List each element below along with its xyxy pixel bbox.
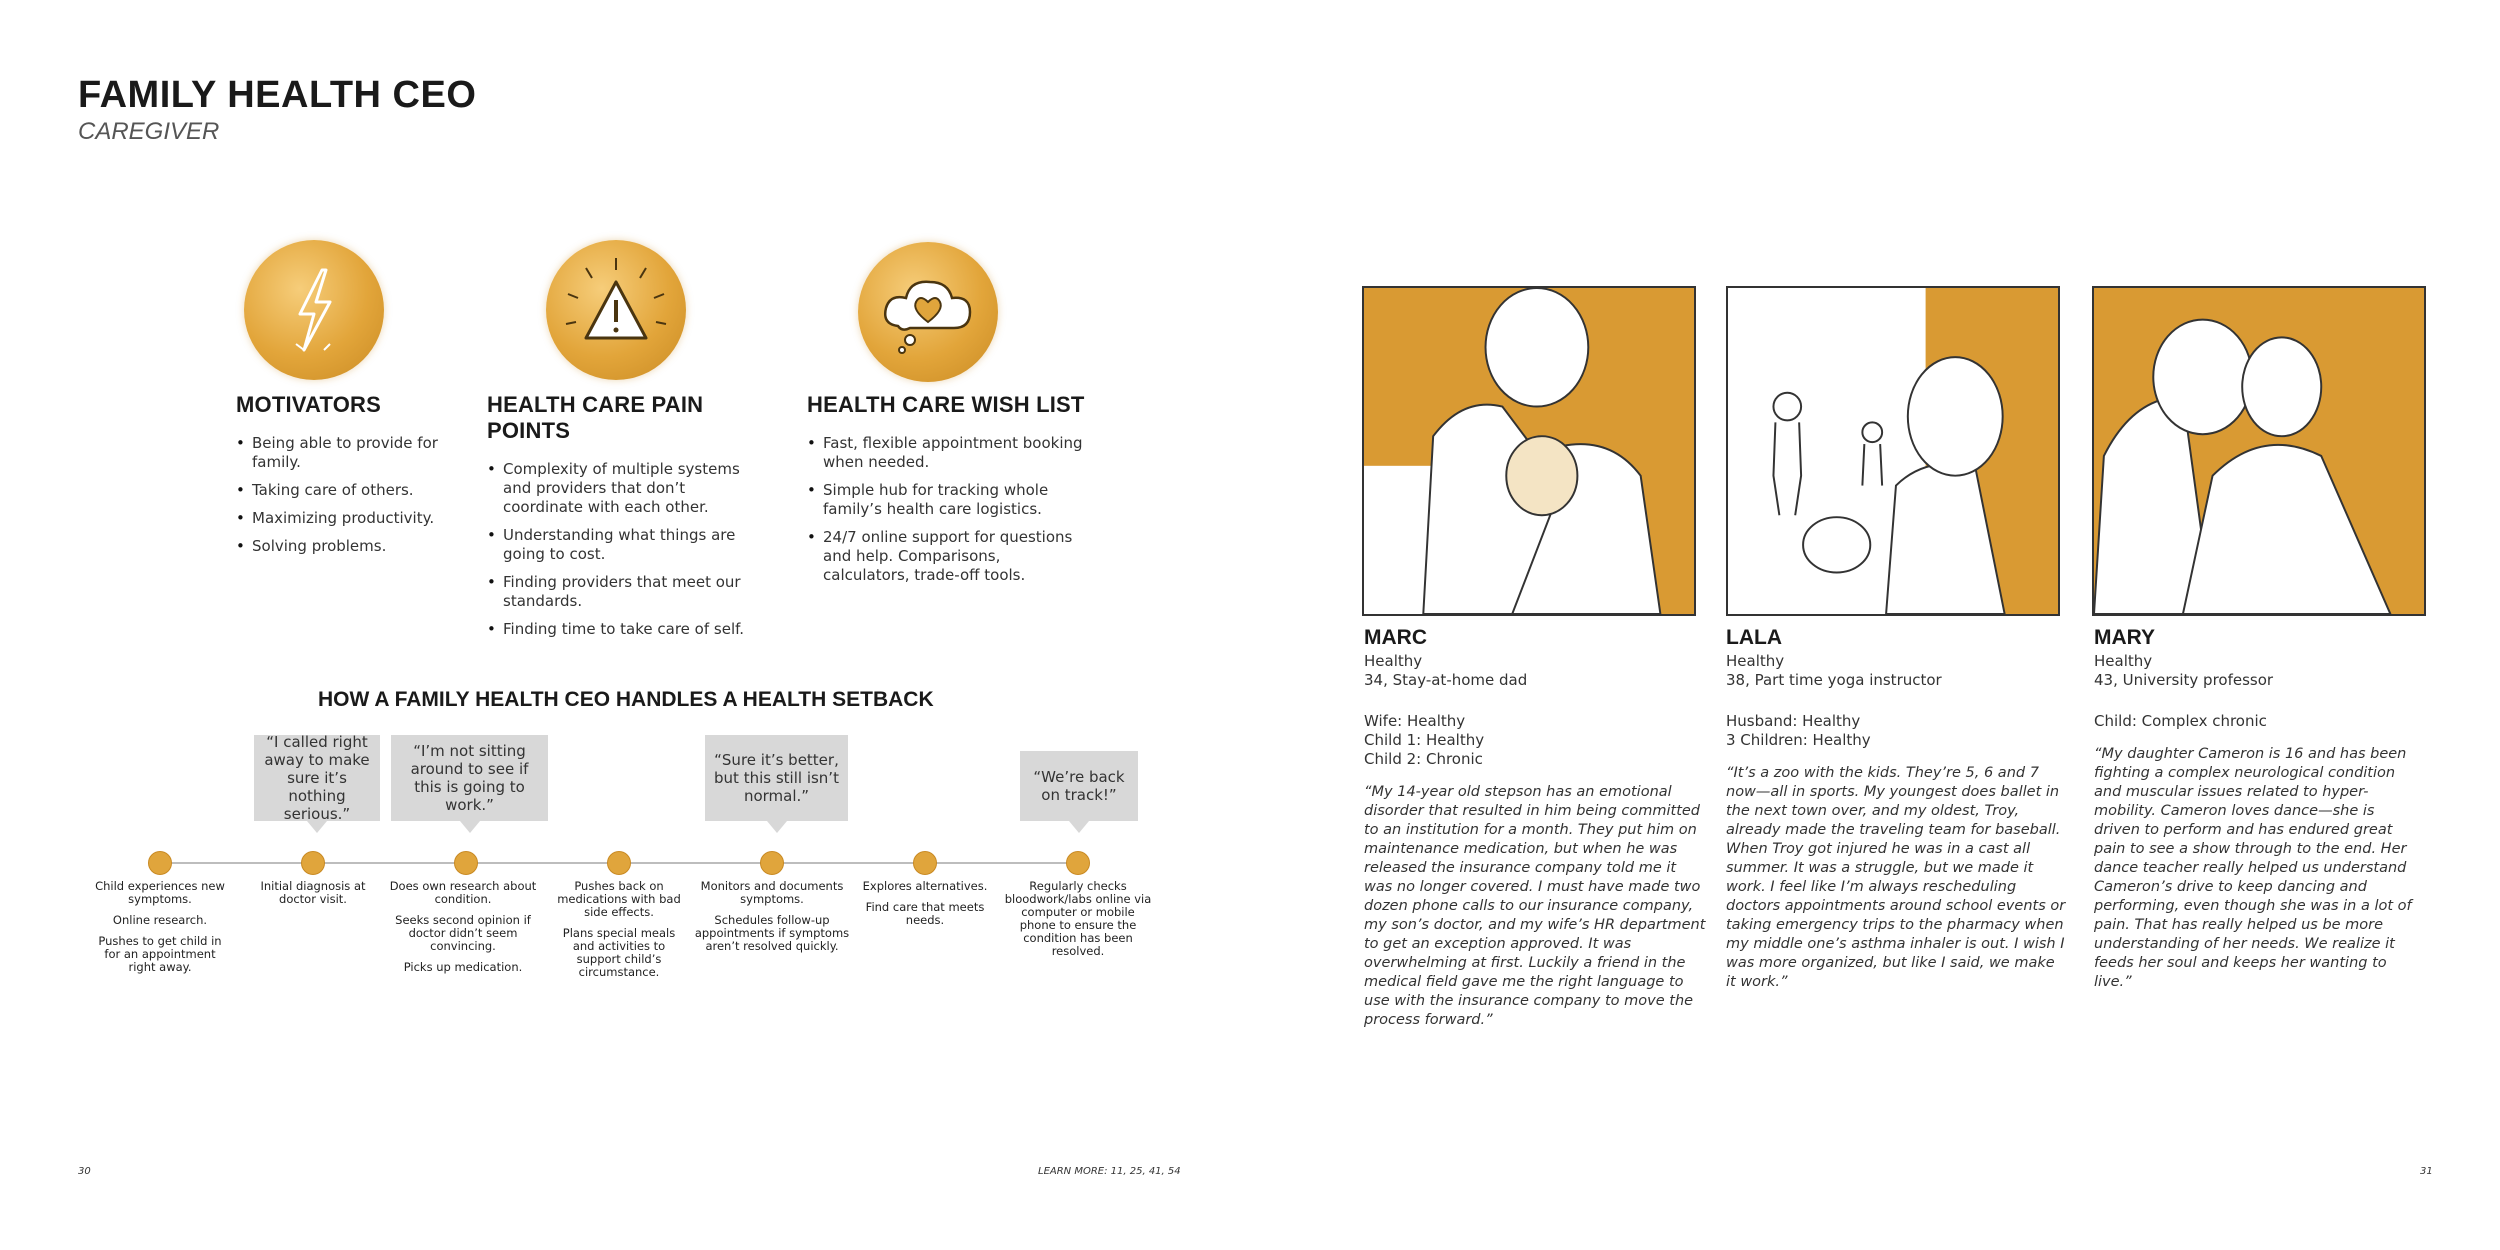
mary-illustration <box>2092 286 2426 616</box>
list-item: • Finding time to take care of self. <box>487 620 767 639</box>
timeline-dot <box>607 851 631 875</box>
step-text: Does own research about condition. <box>389 879 537 906</box>
family-member: Child 1: Healthy <box>1364 731 1485 749</box>
bullet-list <box>487 460 767 639</box>
list-item: • Maximizing productivity. <box>236 509 476 528</box>
step-text: Regularly checks bloodwork/labs online via computer or mobile phone to ensure the condition has been resolved. <box>1004 879 1152 958</box>
list-item: • Understanding what things are going to cost. <box>487 526 767 564</box>
timeline-dot <box>913 851 937 875</box>
persona-status: Healthy <box>2094 652 2153 670</box>
lightning-icon <box>244 240 384 380</box>
step-text: Schedules follow-up appointments if symptoms aren’t resolved quickly. <box>694 913 850 953</box>
timeline-dot <box>301 851 325 875</box>
persona-detail: 38, Part time yoga instructor <box>1726 671 1942 689</box>
persona-name: MARC <box>1364 626 1427 649</box>
page-number-right: 31 <box>2420 1166 2433 1177</box>
step-text: Pushes to get child in for an appointment right away. <box>98 934 222 974</box>
family-member: Child: Complex chronic <box>2094 712 2267 730</box>
quote-bubble: “We’re back on track!” <box>1020 751 1138 821</box>
persona-detail: 43, University professor <box>2094 671 2274 689</box>
persona-mary <box>2094 626 2424 992</box>
persona-marc <box>1364 626 1709 1030</box>
timeline-step <box>90 880 230 982</box>
step-text: Picks up medication. <box>403 960 523 974</box>
step-text: Monitors and documents symptoms. <box>700 879 844 906</box>
timeline-step <box>1002 880 1154 966</box>
timeline-step <box>554 880 684 987</box>
persona-name: MARY <box>2094 626 2156 649</box>
step-text: Find care that meets needs. <box>865 900 985 927</box>
page-number-left: 30 <box>78 1166 91 1177</box>
lala-illustration <box>1726 286 2060 616</box>
wish-list-section <box>807 392 1097 594</box>
family-member: 3 Children: Healthy <box>1726 731 1871 749</box>
persona-detail: 34, Stay-at-home dad <box>1364 671 1528 689</box>
step-text: Explores alternatives. <box>862 879 988 893</box>
timeline-dot <box>454 851 478 875</box>
timeline-step <box>378 880 548 982</box>
family-member: Child 2: Chronic <box>1364 750 1483 768</box>
list-item: • Fast, flexible appointment booking when needed. <box>807 434 1087 472</box>
timeline-dot <box>760 851 784 875</box>
page-title: FAMILY HEALTH CEO <box>78 74 477 116</box>
persona-family <box>1726 712 2066 750</box>
step-text: Seeks second opinion if doctor didn’t seem convincing. <box>395 913 531 953</box>
learn-more-link[interactable]: LEARN MORE: 11, 25, 41, 54 <box>1038 1166 1181 1177</box>
list-item: • 24/7 online support for questions and help. Comparisons, calculators, trade-off tools. <box>807 528 1087 585</box>
quote-bubble: “Sure it’s better, but this still isn’t normal.” <box>705 735 848 821</box>
marc-illustration <box>1362 286 1696 616</box>
family-member: Wife: Healthy <box>1364 712 1466 730</box>
bullet-list <box>807 434 1087 585</box>
column-heading: HEALTH CARE WISH LIST <box>807 392 1085 417</box>
persona-lala <box>1726 626 2066 992</box>
persona-quote: “My daughter Cameron is 16 and has been fighting a complex neurological condition and muscular issues related to hyper-mobility. Cameron loves dance—she is driven to perform and has endured great pain to see a show through to the end. Her dance teacher really helped us understand Cameron’s drive to keep dancing and performing, even though she was in a lot of pain. That has really helped us be more understanding of her needs. We realize it feeds her soul and keeps her wanting to live.” <box>2094 746 2412 990</box>
column-heading: MOTIVATORS <box>236 392 381 417</box>
timeline-step <box>855 880 995 935</box>
warning-icon <box>546 240 686 380</box>
timeline-dot <box>1066 851 1090 875</box>
persona-quote: “My 14-year old stepson has an emotional disorder that resulted in him being committed to an institution for a month. They put him on maintenance medication, but when he was released the insurance company told me it was no longer covered. I must have made two dozen phone calls to our insurance company, my son’s doctor, and my wife’s HR department to get an exception approved. It was overwhelming at first. Luckily a friend in the medical field gave me the right language to use with the insurance company to move the process forward.” <box>1364 784 1706 1028</box>
quote-bubble: “I’m not sitting around to see if this is going to work.” <box>391 735 548 821</box>
timeline-step <box>243 880 383 914</box>
step-text: Online research. <box>112 913 208 927</box>
quote-bubble: “I called right away to make sure it’s nothing serious.” <box>254 735 380 821</box>
timeline-dot <box>148 851 172 875</box>
step-text: Initial diagnosis at doctor visit. <box>260 879 366 906</box>
bullet-list <box>236 434 476 556</box>
column-heading: HEALTH CARE PAIN POINTS <box>487 392 704 443</box>
motivators-section <box>236 392 476 565</box>
step-text: Child experiences new symptoms. <box>95 879 225 906</box>
family-member: Husband: Healthy <box>1726 712 1861 730</box>
persona-status: Healthy <box>1726 652 1785 670</box>
timeline-step <box>692 880 852 961</box>
list-item: • Taking care of others. <box>236 481 476 500</box>
list-item: • Solving problems. <box>236 537 476 556</box>
persona-status: Healthy <box>1364 652 1423 670</box>
persona-family <box>2094 712 2424 731</box>
persona-quote: “It’s a zoo with the kids. They’re 5, 6 and 7 now—all in sports. My youngest does ballet in the next town over, and my oldest, Troy, already made the traveling team for baseball. When Troy got injured he was in a cast all summer. It was a struggle, but we made it work. I feel like I’m always rescheduling doctors appointments around school events or taking emergency trips to the pharmacy when my middle one’s asthma inhaler is out. I wish I was more organized, but like I said, we make it work.” <box>1726 765 2066 990</box>
pain-points-section <box>487 392 787 648</box>
timeline-title: HOW A FAMILY HEALTH CEO HANDLES A HEALTH SETBACK <box>318 688 934 711</box>
persona-family <box>1364 712 1709 769</box>
heart-cloud-icon <box>858 242 998 382</box>
list-item: • Finding providers that meet our standards. <box>487 573 767 611</box>
step-text: Plans special meals and activities to support child’s circumstance. <box>562 926 676 979</box>
page-subtitle: CAREGIVER <box>78 118 220 145</box>
persona-name: LALA <box>1726 626 1782 649</box>
list-item: • Simple hub for tracking whole family’s health care logistics. <box>807 481 1087 519</box>
step-text: Pushes back on medications with bad side effects. <box>557 879 681 919</box>
list-item: • Being able to provide for family. <box>236 434 476 472</box>
list-item: • Complexity of multiple systems and providers that don’t coordinate with each other. <box>487 460 767 517</box>
